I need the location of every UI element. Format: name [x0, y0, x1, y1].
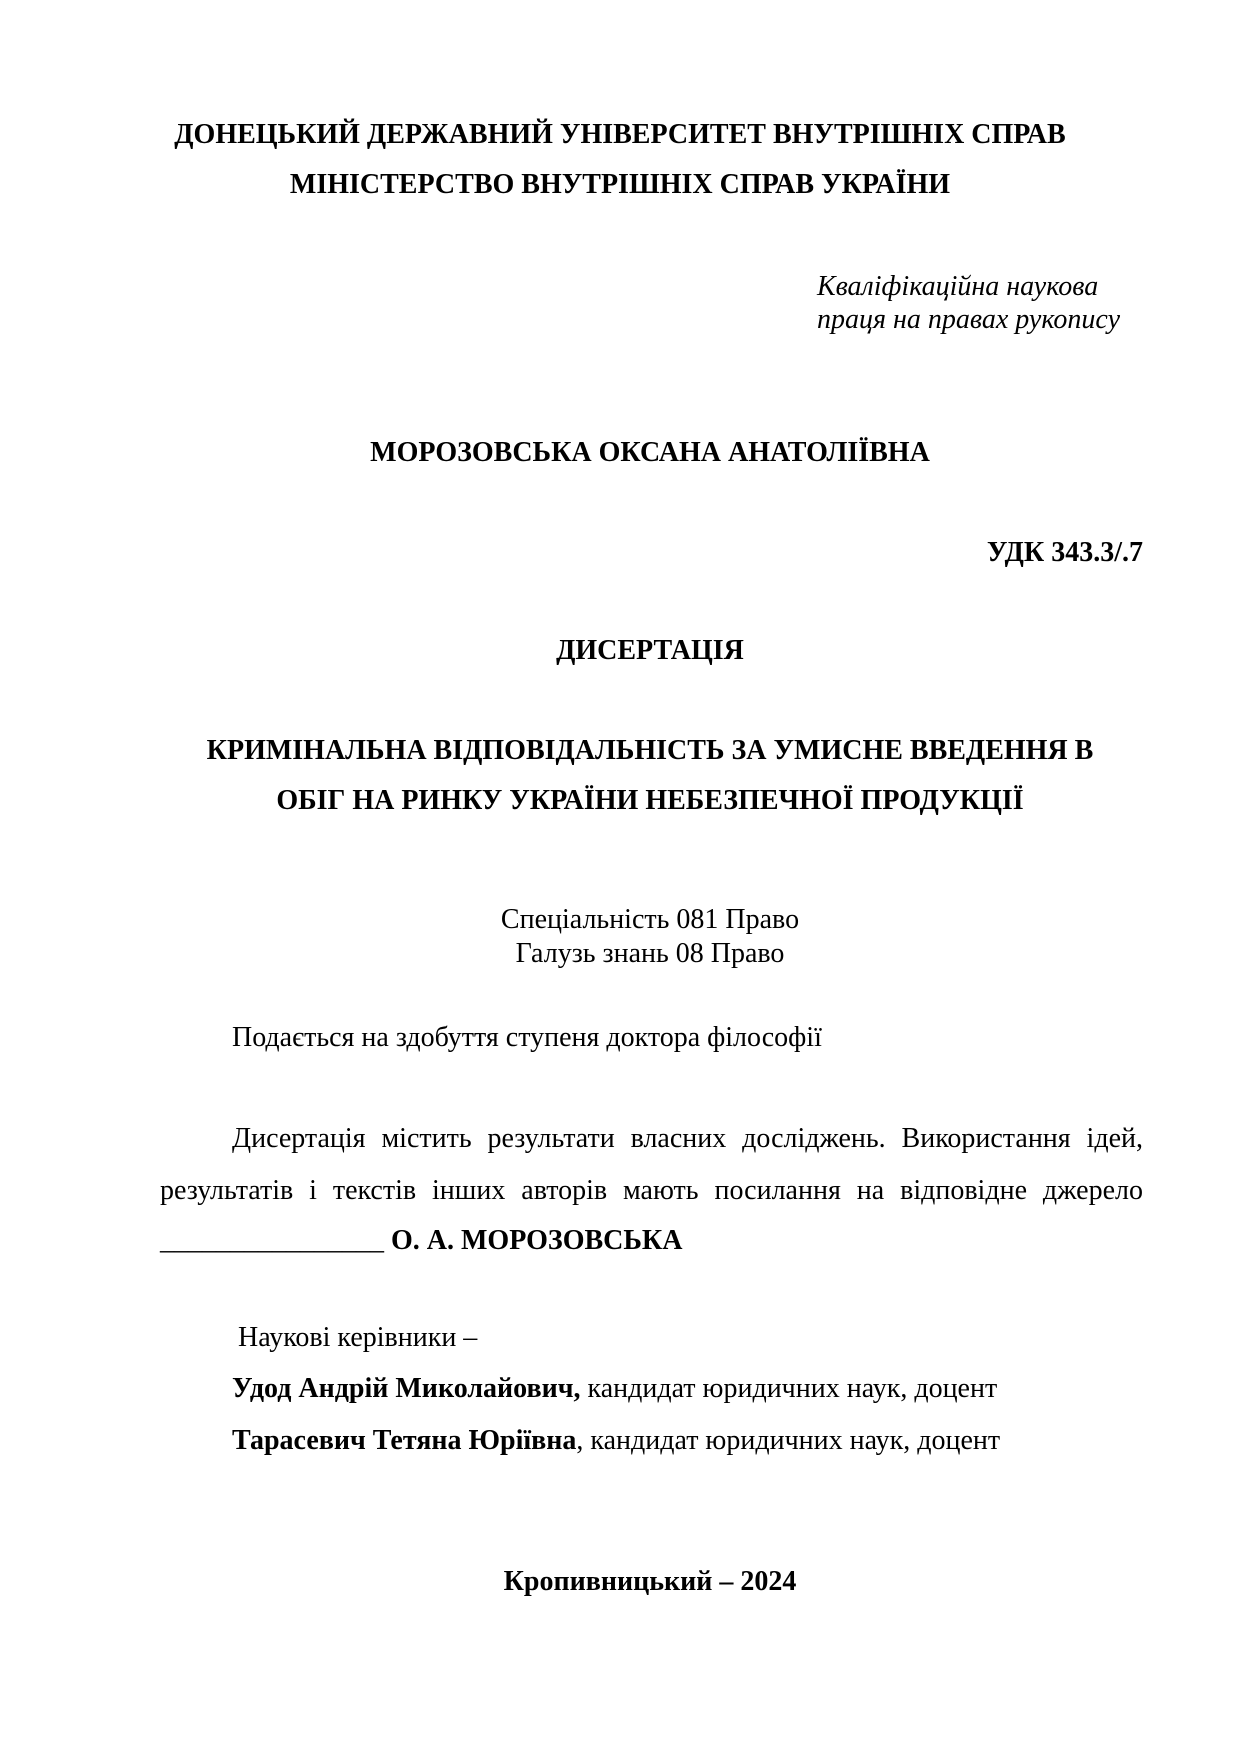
- advisor-1-name: Удод Андрій Миколайович,: [232, 1373, 581, 1404]
- specialty: Спеціальність 081 Право: [500, 904, 800, 935]
- originality-statement-line-2: результатів і текстів інших авторів мають посилання на відповідне джерело: [160, 1175, 1143, 1206]
- dissertation-title-line-2: ОБІГ НА РИНКУ УКРАЇНИ НЕБЕЗПЕЧНОЇ ПРОДУКЦІЇ: [276, 785, 1024, 816]
- originality-statement-text-1: Дисертація містить результати власних досліджень. Використання ідей,: [232, 1123, 1143, 1154]
- field-of-knowledge: Галузь знань 08 Право: [515, 938, 785, 969]
- university-name: ДОНЕЦЬКИЙ ДЕРЖАВНИЙ УНІВЕРСИТЕТ ВНУТРІШНІХ СПРАВ: [174, 119, 1066, 150]
- ministry-name: МІНІСТЕРСТВО ВНУТРІШНІХ СПРАВ УКРАЇНИ: [289, 169, 951, 200]
- manuscript-note-line-1: Кваліфікаційна наукова: [817, 271, 1099, 302]
- degree-statement: Подається на здобуття ступеня доктора філософії: [232, 1022, 822, 1053]
- advisors-label: Наукові керівники –: [238, 1322, 478, 1353]
- advisor-2: [232, 1424, 1241, 1458]
- author-name: МОРОЗОВСЬКА ОКСАНА АНАТОЛІЇВНА: [370, 437, 930, 468]
- originality-statement-line-1: [160, 1113, 1143, 1165]
- city-year: Кропивницький – 2024: [503, 1566, 797, 1597]
- advisor-2-title: , кандидат юридичних наук, доцент: [576, 1425, 1001, 1456]
- advisor-2-name: Тарасевич Тетяна Юріївна: [232, 1425, 577, 1456]
- signature-block: [160, 1224, 1241, 1258]
- advisor-1-title: кандидат юридичних наук, доцент: [580, 1373, 998, 1404]
- advisor-1: [232, 1372, 1241, 1406]
- signature-name: О. А. МОРОЗОВСЬКА: [391, 1225, 683, 1256]
- document-type: ДИСЕРТАЦІЯ: [556, 635, 744, 666]
- udk-code: УДК 343.3/.7: [986, 537, 1143, 568]
- dissertation-title-line-1: КРИМІНАЛЬНА ВІДПОВІДАЛЬНІСТЬ ЗА УМИСНЕ ВВЕДЕННЯ В: [206, 735, 1094, 766]
- signature-line: ________________: [160, 1225, 384, 1256]
- manuscript-note-line-2: праця на правах рукопису: [817, 304, 1121, 335]
